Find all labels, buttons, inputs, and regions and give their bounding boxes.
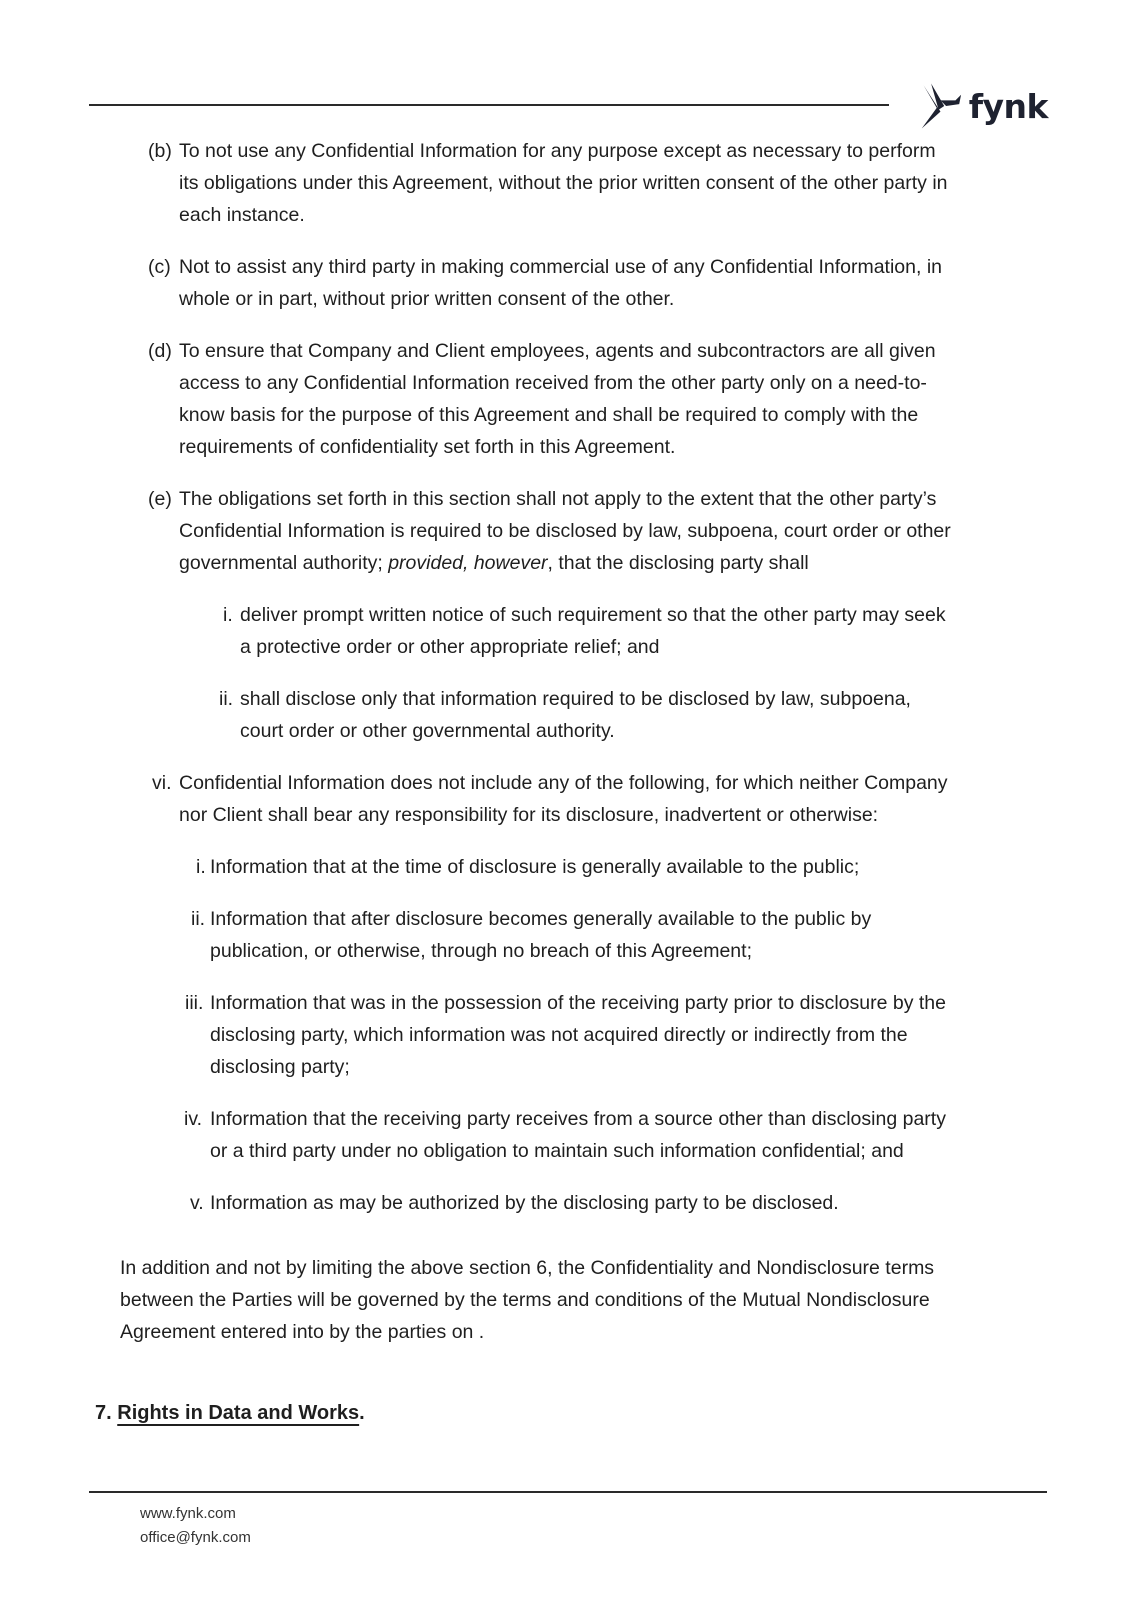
clause-text: governmental authority; <box>179 552 389 574</box>
section-title: Rights in Data and Works <box>117 1402 360 1424</box>
paragraph-line: Agreement entered into by the parties on . <box>120 1321 485 1343</box>
sub-item-line: disclosing party, which information was not acquired directly or indirectly from the <box>210 1024 908 1046</box>
closing-paragraph <box>120 1252 934 1348</box>
sub-item-line: Information that the receiving party receives from a source other than disclosing party <box>210 1108 946 1130</box>
brand-name: fynk <box>968 86 1048 126</box>
clause-label: (c) <box>148 256 171 278</box>
clause-line: Not to assist any third party in making commercial use of any Confidential Information, in <box>179 256 943 278</box>
clause-label: (e) <box>148 488 172 510</box>
sub-item-line: Information that at the time of disclosure is generally available to the public; <box>210 856 860 878</box>
section-number: 7. <box>95 1402 112 1424</box>
clause-line <box>179 547 809 579</box>
footer <box>140 1502 251 1550</box>
sub-item-label: v. <box>190 1192 204 1214</box>
sub-item-line: a protective order or other appropriate relief; and <box>240 636 660 658</box>
clause-line: whole or in part, without prior written consent of the other. <box>179 288 675 310</box>
clause-line: access to any Confidential Information received from the other party only on a need-to- <box>179 372 927 394</box>
sub-item-label: iii. <box>185 992 204 1014</box>
clause-label: (b) <box>148 140 172 162</box>
sub-item-label: iv. <box>184 1108 203 1130</box>
clause-line: Confidential Information is required to be disclosed by law, subpoena, court order or other <box>179 520 951 542</box>
clause-label: (d) <box>148 340 172 362</box>
sub-item-line: Information as may be authorized by the disclosing party to be disclosed. <box>210 1192 839 1214</box>
brand-logo <box>918 76 1048 136</box>
clause-line: Confidential Information does not include any of the following, for which neither Company <box>179 772 948 794</box>
clause-line: requirements of confidentiality set forth in this Agreement. <box>179 436 676 458</box>
clause-label: vi. <box>152 772 172 794</box>
section-heading <box>95 1402 365 1425</box>
clause-line: know basis for the purpose of this Agreement and shall be required to comply with the <box>179 404 919 426</box>
clause-line: The obligations set forth in this section shall not apply to the extent that the other party’s <box>179 488 937 510</box>
footer-email[interactable]: office@fynk.com <box>140 1529 251 1546</box>
header-rule <box>89 104 889 106</box>
sub-item-label: i. <box>196 856 206 878</box>
paragraph-line: In addition and not by limiting the above section 6, the Confidentiality and Nondisclosure terms <box>120 1257 935 1279</box>
sub-item-label: i. <box>223 604 233 626</box>
sub-item-line: deliver prompt written notice of such requirement so that the other party may seek <box>240 604 946 626</box>
clause-line: nor Client shall bear any responsibility for its disclosure, inadvertent or otherwise: <box>179 804 879 826</box>
clause-text: , that the disclosing party shall <box>547 552 809 574</box>
clause-line: To ensure that Company and Client employees, agents and subcontractors are all given <box>179 340 936 362</box>
sub-item-line: court order or other governmental authority. <box>240 720 615 742</box>
footer-website[interactable]: www.fynk.com <box>140 1505 236 1522</box>
section-punct: . <box>359 1402 365 1424</box>
clause-line: To not use any Confidential Information for any purpose except as necessary to perform <box>179 140 936 162</box>
emphasis-text: provided, however <box>388 552 548 574</box>
paragraph-line: between the Parties will be governed by the terms and conditions of the Mutual Nondisclosure <box>120 1289 930 1311</box>
sub-item-label: ii. <box>191 908 206 930</box>
sub-item-line: Information that after disclosure becomes generally available to the public by <box>210 908 872 930</box>
sub-item-line: or a third party under no obligation to maintain such information confidential; and <box>210 1140 904 1162</box>
fynk-bird-icon <box>918 78 967 134</box>
sub-item-line: Information that was in the possession of the receiving party prior to disclosure by the <box>210 992 946 1014</box>
sub-item-line: shall disclose only that information required to be disclosed by law, subpoena, <box>240 688 911 710</box>
sub-item-label: ii. <box>219 688 234 710</box>
footer-rule <box>89 1491 1047 1493</box>
sub-item-line: disclosing party; <box>210 1056 350 1078</box>
clause-line: its obligations under this Agreement, without the prior written consent of the other party in <box>179 172 948 194</box>
sub-item-line: publication, or otherwise, through no breach of this Agreement; <box>210 940 752 962</box>
clause-line: each instance. <box>179 204 305 226</box>
